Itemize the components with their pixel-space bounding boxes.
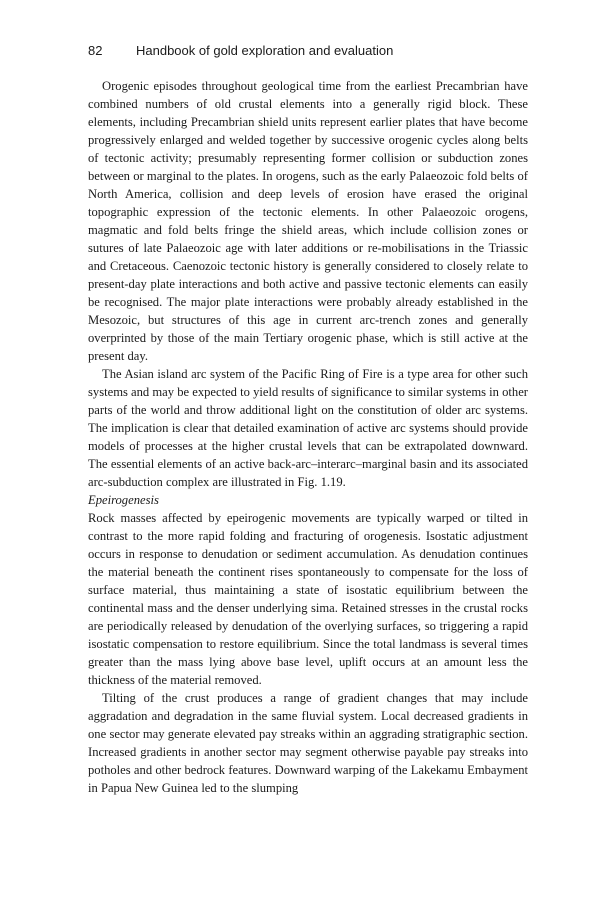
paragraph-orogenic-episodes: Orogenic episodes throughout geological time from the earliest Precambrian have combined numbers of old crustal elements into a generally rigid block. These elements, including Precambrian shield units represent earlier plates that have become progressively enlarged and welded together by successive orogenic cycles along belts of tectonic activity; presumably representing former collision or subduction zones between or marginal to the plates. In orogens, such as the early Palaeozoic fold belts of North America, collision and deep levels of erosion have erased the original topographic expression of the tectonic elements. In other Palaeozoic orogens, magmatic and fold belts fringe the shield areas, which include collision zones or sutures of late Palaeozoic age with later additions or re-mobilisations in the Triassic and Cretaceous. Caenozoic tectonic history is generally considered to closely relate to present-day plate interactions and both active and passive tectonic elements can easily be recognised. The major plate interactions were probably already established in the Mesozoic, but structures of this age in current arc-trench zones and generally overprinted by those of the main Tertiary orogenic phase, which is still active at the present day.	[88, 79, 528, 363]
paragraph-epeirogenic-movements: Rock masses affected by epeirogenic movements are typically warped or tilted in contrast to the more rapid folding and fracturing of orogenesis. Isostatic adjustment occurs in response to denudation or sediment accumulation. As denudation continues the material beneath the continent rises spontaneously to compensate for the loss of surface material, thus maintaining a state of isostatic equilibrium between the continental mass and the denser underlying sima. Retained stresses in the crustal rocks are periodically released by denudation of the overlying surfaces, so triggering a rapid isostatic compensation to restore equilibrium. Since the total landmass is several times greater than the mass lying above base level, uplift occurs at an amount less the thickness of the material removed.	[88, 511, 528, 687]
section-heading-epeirogenesis: Epeirogenesis	[88, 493, 159, 507]
page-number: 82	[88, 43, 103, 58]
paragraph-asian-island-arc: The Asian island arc system of the Pacific Ring of Fire is a type area for other such systems and may be expected to yield results of significance to similar systems in other parts of the world and throw additional light on the constitution of older arc systems. The implication is clear that detailed examination of active arc systems should provide models of processes at the higher crustal levels that can be extrapolated downward. The essential elements of an active back-arc–interarc–marginal basin and its associated arc-subduction complex are illustrated in Fig. 1.19.	[88, 367, 528, 489]
running-head	[88, 42, 528, 60]
body-text	[88, 77, 528, 797]
book-title: Handbook of gold exploration and evaluation	[136, 43, 394, 58]
paragraph-tilting-of-crust: Tilting of the crust produces a range of gradient changes that may include aggradation and degradation in the same fluvial system. Local decreased gradients in one sector may generate elevated pay streaks within an aggrading stratigraphic section. Increased gradients in another sector may segment otherwise payable pay streaks into potholes and other bedrock features. Downward warping of the Lakekamu Embayment in Papua New Guinea led to the slumping	[88, 691, 528, 795]
